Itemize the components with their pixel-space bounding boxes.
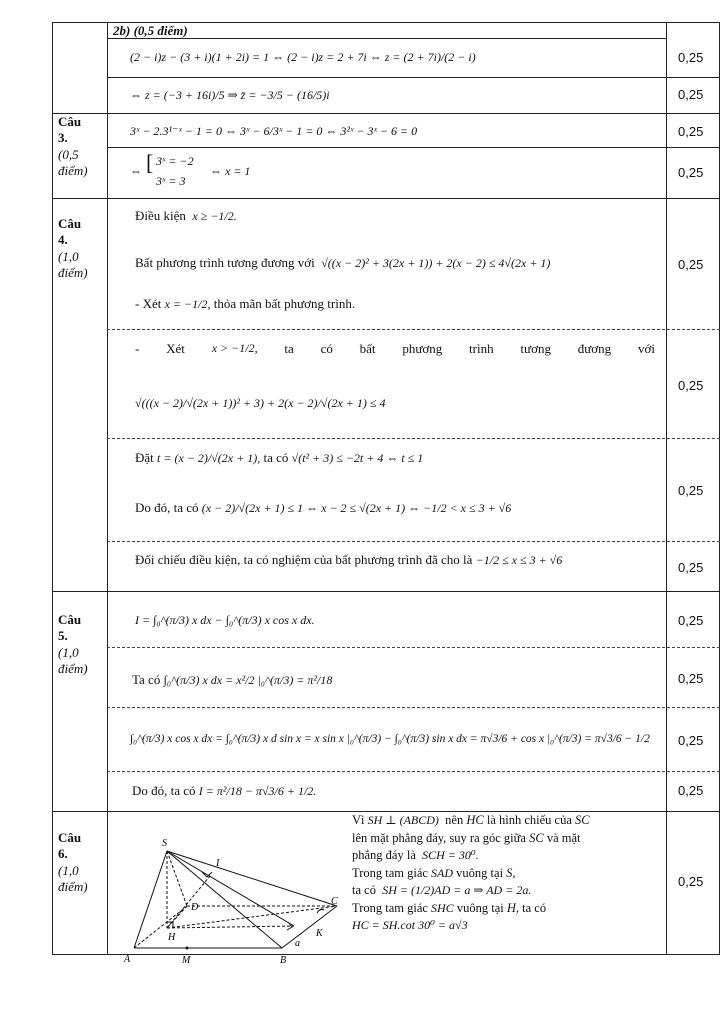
- figure-label-C: C: [331, 896, 338, 907]
- equation-4-substituted: √(((x − 2)/√(2x + 1))² + 3) + 2(x − 2)/√(2x + 1) ≤ 4: [135, 396, 386, 410]
- question-label-6: Câu 6. (1,0 điểm): [58, 830, 88, 894]
- score: 0,25: [678, 874, 704, 889]
- question-label-3: Câu 3. (0,5 điểm): [58, 114, 88, 178]
- text-line: Ta có ∫₀^(π/3) x dx = x²/2 |₀^(π/3) = π²/18: [132, 672, 333, 687]
- text-line: - Xét x = −1/2, thỏa mãn bất phương trình.: [135, 296, 356, 311]
- row-line: [107, 707, 720, 708]
- column-divider-question: [107, 22, 108, 954]
- figure-label-I: I: [216, 858, 220, 869]
- figure-label-K: K: [316, 928, 323, 939]
- table-border-right: [719, 22, 720, 954]
- score: 0,25: [678, 87, 704, 102]
- figure-label-A: A: [124, 954, 131, 965]
- row-line: [107, 77, 720, 78]
- equation-2b-line2: ⇔ z = (−3 + 16i)/5 ⇒ z̄ = −3/5 − (16/5)i: [130, 88, 330, 102]
- question-label-4: Câu 4. (1,0 điểm): [58, 216, 88, 280]
- row-line: [107, 329, 720, 330]
- row-line: [107, 541, 720, 542]
- figure-label-B: B: [280, 955, 287, 966]
- row-line: [107, 147, 720, 148]
- text-line: Bất phương trình tương đương với √((x − 2)² + 3(2x + 1)) + 2(x − 2) ≤ 4√(2x + 1): [135, 255, 551, 270]
- column-divider-score: [666, 22, 667, 954]
- score: 0,25: [678, 671, 704, 686]
- integral-by-parts: ∫₀^(π/3) x cos x dx = ∫₀^(π/3) x d sin x = x sin x |₀^(π/3) − ∫₀^(π/3) sin x dx = π√3/6 + cos x |₀^(π/3) = π√3/6 − 1/2: [130, 733, 650, 745]
- score: 0,25: [678, 783, 704, 798]
- answer-key-page: 2b) (0,5 điểm) Câu 3. (0,5 điểm) (2 − i)z − (3 + i)(1 + 2i) = 1 ⇔ (2 − i)z = 2 + 7i ⇔ z = (2 + 7i)/(2 − i) 0,25 ⇔ z = (−3 + 16i)/5 ⇒ z̄ = −3/5 − (16/5)i 0,25 3ˣ − 2.3¹⁻ˣ − 1 = 0 ⇔ 3ˣ − 6/3ˣ − 1 = 0 ⇔ 3²ˣ − 3ˣ − 6 = 0 0,25 ⇔ [ 3ˣ = −2 3ˣ = 3 ⇔ x = 1 0,25 Câu 4. (1,0 điểm) Điều kiện x ≥ −1/2. Bất phương trình tương đương với √((x − 2)² + 3(2x + 1)) + 2(x − 2) ≤ 4√(2x + 1) - Xét x = −1/2, thỏa mãn bất phương trình. 0,25 - Xét x > −1/2, ta có bất phương trình tương đương với √(((x − 2)/√(2x + 1))² + 3) + 2(x − 2)/√(2x + 1) ≤ 4 0,25 Đặt t = (x − 2)/√(2x + 1), ta có √(t² + 3) ≤ −2t + 4 ⇔ t ≤ 1 Do đó, ta có (x − 2)/√(2x + 1) ≤ 1 ⇔ x − 2 ≤ √(2x + 1) ⇔ −1/2 < x ≤ 3 + √6 0,25 Đối chiếu điều kiện, ta có nghiệm của bất phương trình đã cho là −1/2 ≤ x ≤ 3 + √6 0,25 Câu 5. (1,0 điểm) I = ∫₀^(π/3) x dx − ∫₀^(π/3) x cos x dx. 0,25 Ta có ∫₀^(π/3) x dx = x²/2 |₀^(π/3) = π²/18 0,25 ∫₀^(π/3) x cos x dx = ∫₀^(π/3) x d sin x = x sin x |₀^(π/3) − ∫₀^(π/3) sin x dx = π√3/6 + cos x |₀^(π/3) = π√3/6 − 1/2 0,25 Do đó, ta có I = π²/18 − π√3/6 + 1/2. 0,25 Câu 6. (1,0 điểm) S I D C H K A M B a Vì SH ⊥ (ABCD) nên HC là hình chiếu của SC lên mặt phẳng đáy, suy ra góc giữa SC và mặt phẳng đáy là SCH = 30⁰. Trong tam giác SAD vuông tại S, ta có SH = (1/2)AD = a ⇒ AD = 2a. Trong tam giác SHC vuông tại H, ta có HC = SH.cot 30⁰ = a√3 0,25: [0, 0, 725, 1024]
- row-line: [107, 438, 720, 439]
- pyramid-figure: [112, 826, 348, 968]
- table-border-left: [52, 22, 53, 954]
- text-line: Do đó, ta có (x − 2)/√(2x + 1) ≤ 1 ⇔ x − 2 ≤ √(2x + 1) ⇔ −1/2 < x ≤ 3 + √6: [135, 500, 512, 515]
- question-label-5: Câu 5. (1,0 điểm): [58, 612, 88, 676]
- figure-label-S: S: [162, 838, 167, 849]
- figure-label-H: H: [168, 932, 176, 943]
- equation-2b-line1: (2 − i)z − (3 + i)(1 + 2i) = 1 ⇔ (2 − i)z = 2 + 7i ⇔ z = (2 + 7i)/(2 − i): [130, 50, 476, 64]
- figure-label-M: M: [182, 955, 191, 966]
- row-line: [107, 771, 720, 772]
- text-line: Đối chiếu điều kiện, ta có nghiệm của bất phương trình đã cho là −1/2 ≤ x ≤ 3 + √6: [135, 552, 563, 567]
- row-line: [52, 198, 720, 199]
- score: 0,25: [678, 257, 704, 272]
- part-heading: 2b) (0,5 điểm): [113, 23, 188, 38]
- row-line: [52, 113, 720, 114]
- integral-definition: I = ∫₀^(π/3) x dx − ∫₀^(π/3) x cos x dx.: [135, 613, 315, 627]
- figure-label-D: D: [191, 902, 199, 913]
- score: 0,25: [678, 50, 704, 65]
- text-line: Điều kiện x ≥ −1/2.: [135, 208, 237, 223]
- equation-3-line1: 3ˣ − 2.3¹⁻ˣ − 1 = 0 ⇔ 3ˣ − 6/3ˣ − 1 = 0 ⇔ 3²ˣ − 3ˣ − 6 = 0: [130, 124, 418, 138]
- row-line: [52, 591, 720, 592]
- row-line: [107, 38, 666, 39]
- text-line: Đặt t = (x − 2)/√(2x + 1), ta có √(t² + 3) ≤ −2t + 4 ⇔ t ≤ 1: [135, 450, 424, 465]
- text-line-justified: - Xét x > −1/2, ta có bất phương trình tương đương với: [135, 341, 655, 356]
- score: 0,25: [678, 124, 704, 139]
- row-line: [107, 647, 720, 648]
- score: 0,25: [678, 483, 704, 498]
- score: 0,25: [678, 165, 704, 180]
- solution-6-text: Vì SH ⊥ (ABCD) nên HC là hình chiếu của SC lên mặt phẳng đáy, suy ra góc giữa SC và mặt phẳng đáy là SCH = 30⁰. Trong tam giác SAD vuông tại S, ta có SH = (1/2)AD = a ⇒ AD = 2a. Trong tam giác SHC vuông tại H, ta có HC = SH.cot 30⁰ = a√3: [352, 813, 590, 932]
- figure-label-a: a: [295, 938, 300, 949]
- score: 0,25: [678, 613, 704, 628]
- score: 0,25: [678, 560, 704, 575]
- score: 0,25: [678, 733, 704, 748]
- text-line: Do đó, ta có I = π²/18 − π√3/6 + 1/2.: [132, 783, 317, 798]
- score: 0,25: [678, 378, 704, 393]
